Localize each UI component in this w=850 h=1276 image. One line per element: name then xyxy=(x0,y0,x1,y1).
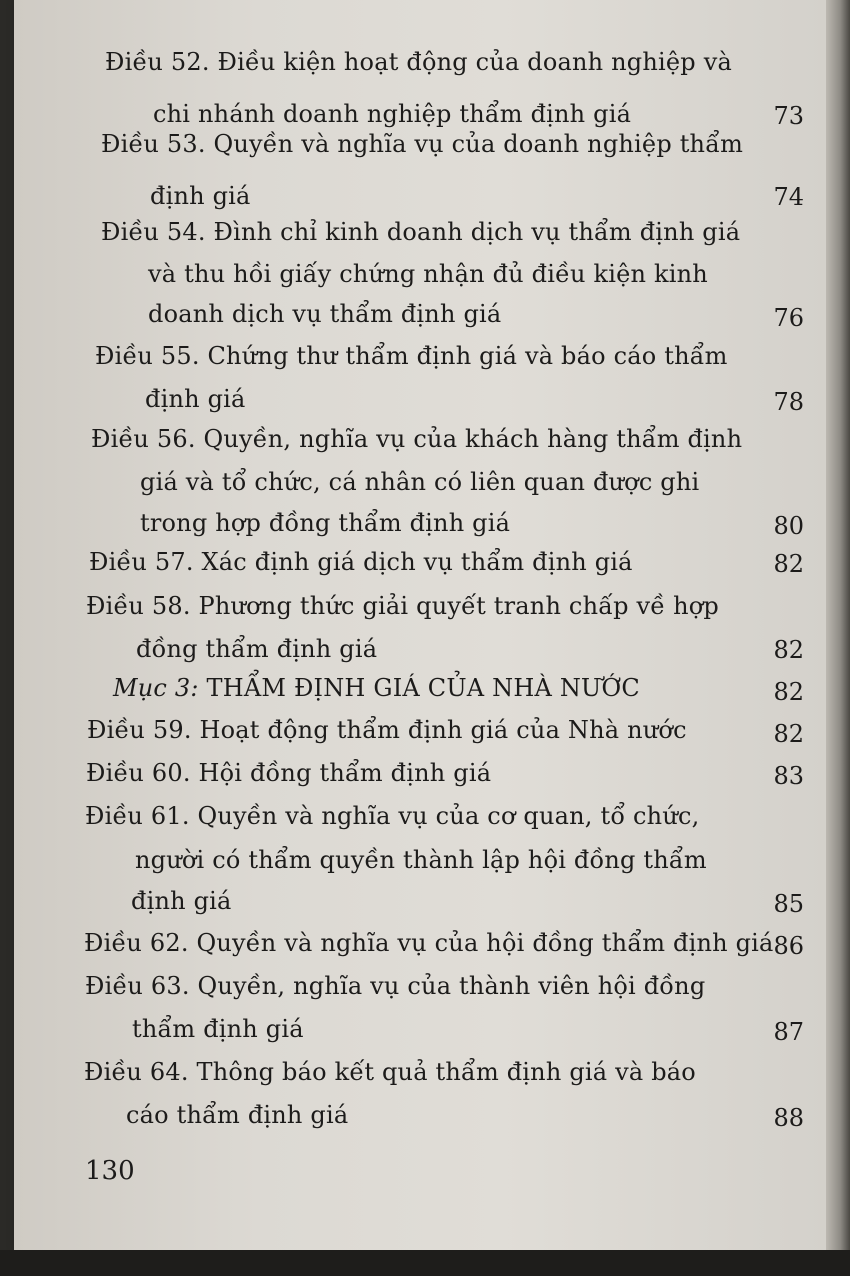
background-surface xyxy=(0,1250,850,1276)
toc-entry-continuation: chi nhánh doanh nghiệp thẩm định giá xyxy=(153,100,632,128)
toc-entry-continuation: trong hợp đồng thẩm định giá xyxy=(140,509,511,537)
toc-page-ref: 82 xyxy=(773,550,804,578)
toc-entry-continuation: định giá xyxy=(145,385,246,413)
toc-page-ref: 87 xyxy=(773,1018,804,1046)
toc-entry-continuation: đồng thẩm định giá xyxy=(136,635,378,663)
toc-entry-title: Điều 57. Xác định giá dịch vụ thẩm định giá xyxy=(89,548,633,576)
section-title: THẨM ĐỊNH GIÁ CỦA NHÀ NƯỚC xyxy=(198,674,640,702)
toc-entry-continuation: định giá xyxy=(150,182,251,210)
toc-page-ref: 73 xyxy=(773,102,804,130)
toc-entry-title: Điều 62. Quyền và nghĩa vụ của hội đồng thẩm định giá xyxy=(84,929,774,957)
toc-entry-continuation: giá và tổ chức, cá nhân có liên quan được ghi xyxy=(140,468,700,496)
toc-page-ref: 86 xyxy=(773,932,804,960)
toc-page-ref: 74 xyxy=(773,183,804,211)
toc-entry-title: Điều 63. Quyền, nghĩa vụ của thành viên hội đồng xyxy=(85,972,706,1000)
page-edge xyxy=(826,0,850,1250)
toc-entry-title: Điều 59. Hoạt động thẩm định giá của Nhà nước xyxy=(87,716,687,744)
toc-entry-title xyxy=(113,674,640,702)
toc-page-ref: 85 xyxy=(773,890,804,918)
toc-entry-title: Điều 52. Điều kiện hoạt động của doanh nghiệp và xyxy=(105,48,732,76)
toc-page-ref: 82 xyxy=(773,720,804,748)
toc-page-ref: 82 xyxy=(773,636,804,664)
toc-page-ref: 88 xyxy=(773,1104,804,1132)
toc-page-ref: 82 xyxy=(773,678,804,706)
toc-entry-title: Điều 53. Quyền và nghĩa vụ của doanh nghiệp thẩm xyxy=(101,130,744,158)
toc-entry-title: Điều 61. Quyền và nghĩa vụ của cơ quan, tổ chức, xyxy=(85,802,700,830)
toc-entry-title: Điều 54. Đình chỉ kinh doanh dịch vụ thẩm định giá xyxy=(101,218,741,246)
page-number: 130 xyxy=(85,1156,135,1186)
toc-page-ref: 78 xyxy=(773,388,804,416)
toc-entry-title: Điều 58. Phương thức giải quyết tranh chấp về hợp xyxy=(86,592,719,620)
toc-page-ref: 83 xyxy=(773,762,804,790)
toc-entry-title: Điều 60. Hội đồng thẩm định giá xyxy=(86,759,492,787)
section-prefix: Mục 3: xyxy=(113,674,199,702)
toc-entry-title: Điều 55. Chứng thư thẩm định giá và báo cáo thẩm xyxy=(95,342,728,370)
toc-entry-continuation: thẩm định giá xyxy=(132,1015,304,1043)
toc-entry-title: Điều 56. Quyền, nghĩa vụ của khách hàng thẩm định xyxy=(91,425,743,453)
toc-entry-title: Điều 64. Thông báo kết quả thẩm định giá và báo xyxy=(84,1058,696,1086)
toc-entry-continuation: cáo thẩm định giá xyxy=(126,1101,349,1129)
book-page xyxy=(14,0,826,1250)
toc-entry-continuation: doanh dịch vụ thẩm định giá xyxy=(148,300,502,328)
toc-entry-continuation: định giá xyxy=(131,887,232,915)
toc-entry-continuation: người có thẩm quyền thành lập hội đồng thẩm xyxy=(135,846,707,874)
toc-entry-continuation: và thu hồi giấy chứng nhận đủ điều kiện kinh xyxy=(148,260,708,288)
toc-page-ref: 76 xyxy=(773,304,804,332)
toc-page-ref: 80 xyxy=(773,512,804,540)
